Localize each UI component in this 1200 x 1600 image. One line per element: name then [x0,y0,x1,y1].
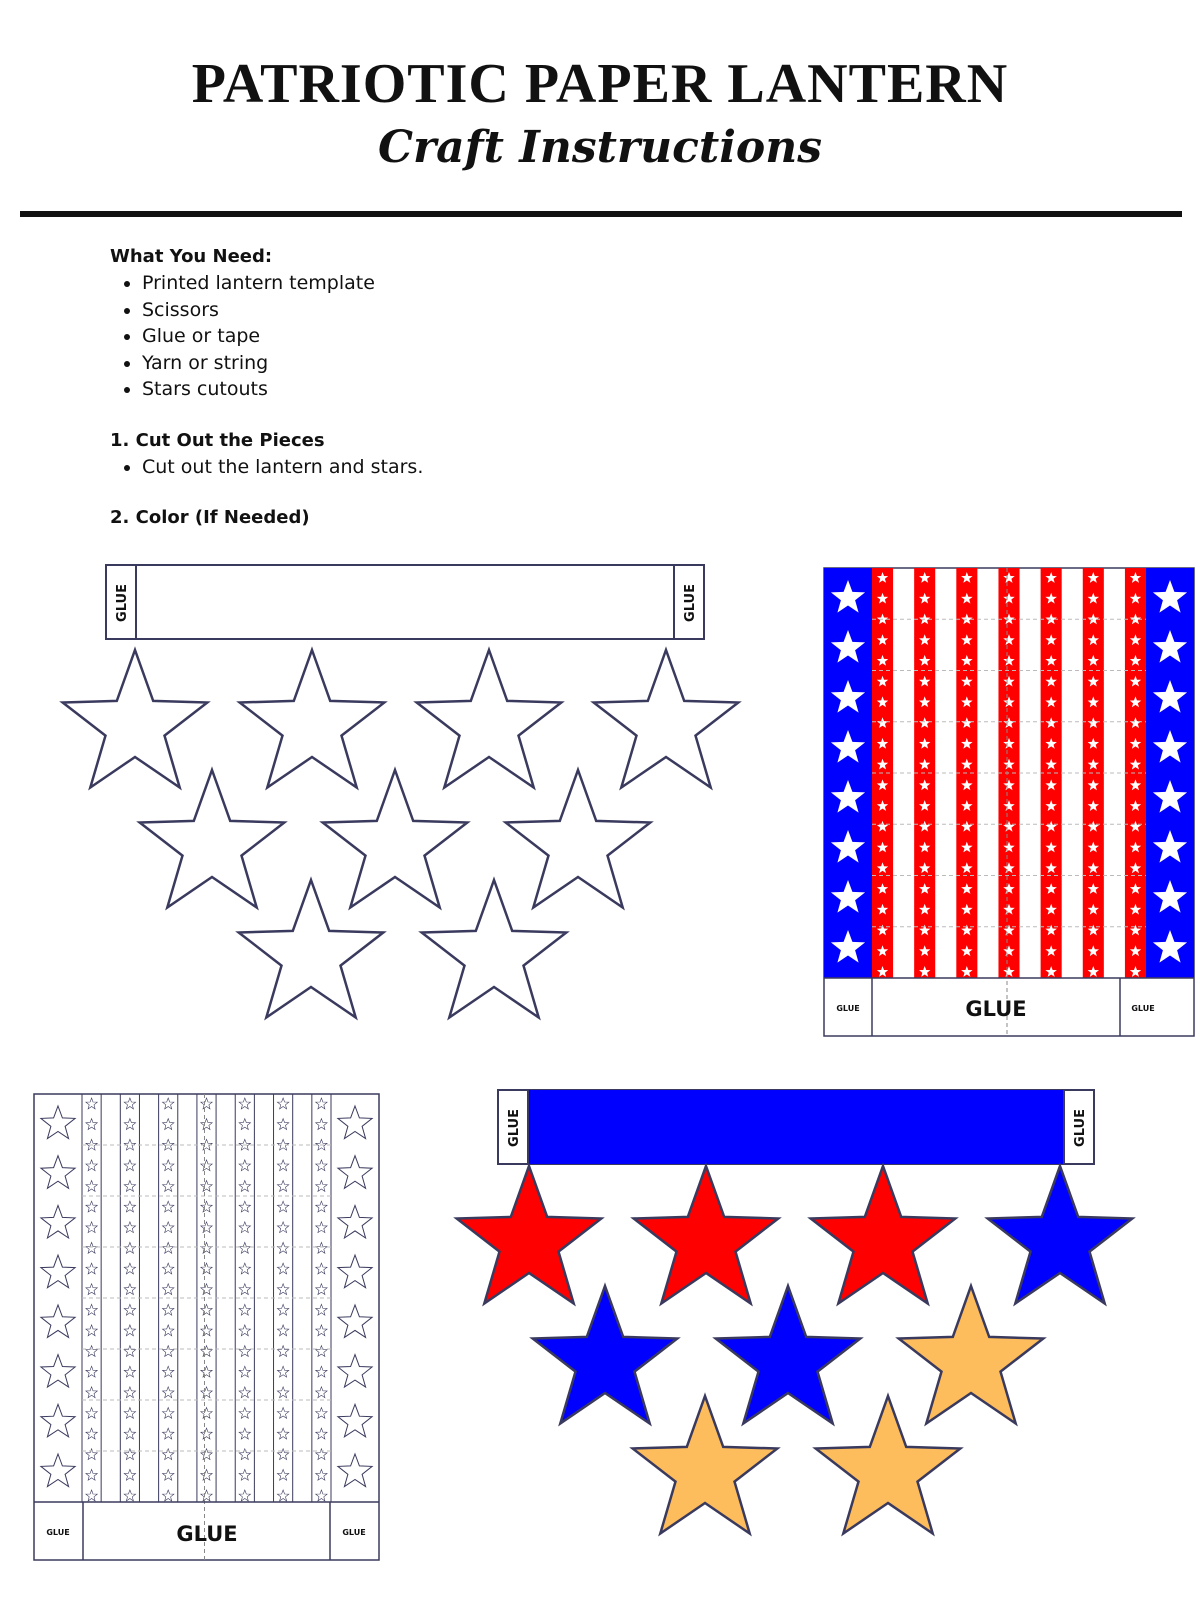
star-cutout-colored [634,1166,779,1304]
star-cutout-outline [594,650,739,788]
list-item: • Yarn or string [142,350,810,377]
star-cutout-outline [240,650,385,788]
star-cutout-colored [457,1166,602,1304]
star-cutout-colored [988,1166,1133,1304]
supplies-heading: What You Need: [110,246,273,267]
star-cutout-outline [323,770,468,908]
glue-tab-label: GLUE [507,1109,522,1147]
list-item: • Scissors [142,297,810,324]
star-cutout-colored [899,1286,1044,1424]
glue-tab-label: GLUE [115,584,130,622]
glue-tab-label: GLUE [965,997,1027,1021]
glue-tab-label: GLUE [176,1522,238,1546]
glue-tab-label: GLUE [1073,1109,1088,1147]
glue-tab-label: GLUE [46,1528,70,1537]
star-cutout-colored [811,1166,956,1304]
colored-star-cutouts [457,1166,1133,1534]
star-cutout-outline [63,650,208,788]
star-cutout-colored [816,1396,961,1534]
glue-tab-label: GLUE [683,584,698,622]
blue-edge-column [1146,568,1194,978]
handle-strip-blue [498,1090,1094,1164]
page-title: PATRIOTIC PAPER LANTERN [191,53,1009,115]
colored-lantern-template [824,568,1194,1036]
glue-tab-label: GLUE [1131,1004,1155,1013]
outline-star-cutouts [63,650,739,1018]
outline-lantern-template [34,1094,379,1560]
star-cutout-outline [506,770,651,908]
step-1-heading: 1. Cut Out the Pieces [110,429,325,451]
list-item: • Cut out the lantern and stars. [142,454,810,481]
page-subtitle: Craft Instructions [377,122,823,173]
list-item: • Printed lantern template [142,270,810,297]
list-item: • Stars cutouts [142,376,810,403]
handle-strip-outline [106,565,704,639]
list-item: • Glue or tape [142,323,810,350]
star-cutout-outline [140,770,285,908]
star-cutout-colored [633,1396,778,1534]
star-cutout-colored [716,1286,861,1424]
red-stripe [1125,568,1146,978]
step-2-heading: 2. Color (If Needed) [110,507,310,528]
star-cutout-outline [417,650,562,788]
blue-edge-column [824,568,872,978]
glue-tab-label: GLUE [836,1004,860,1013]
lantern-body-pattern [824,568,1194,1036]
star-cutout-colored [533,1286,678,1424]
glue-tab-label: GLUE [342,1528,366,1537]
